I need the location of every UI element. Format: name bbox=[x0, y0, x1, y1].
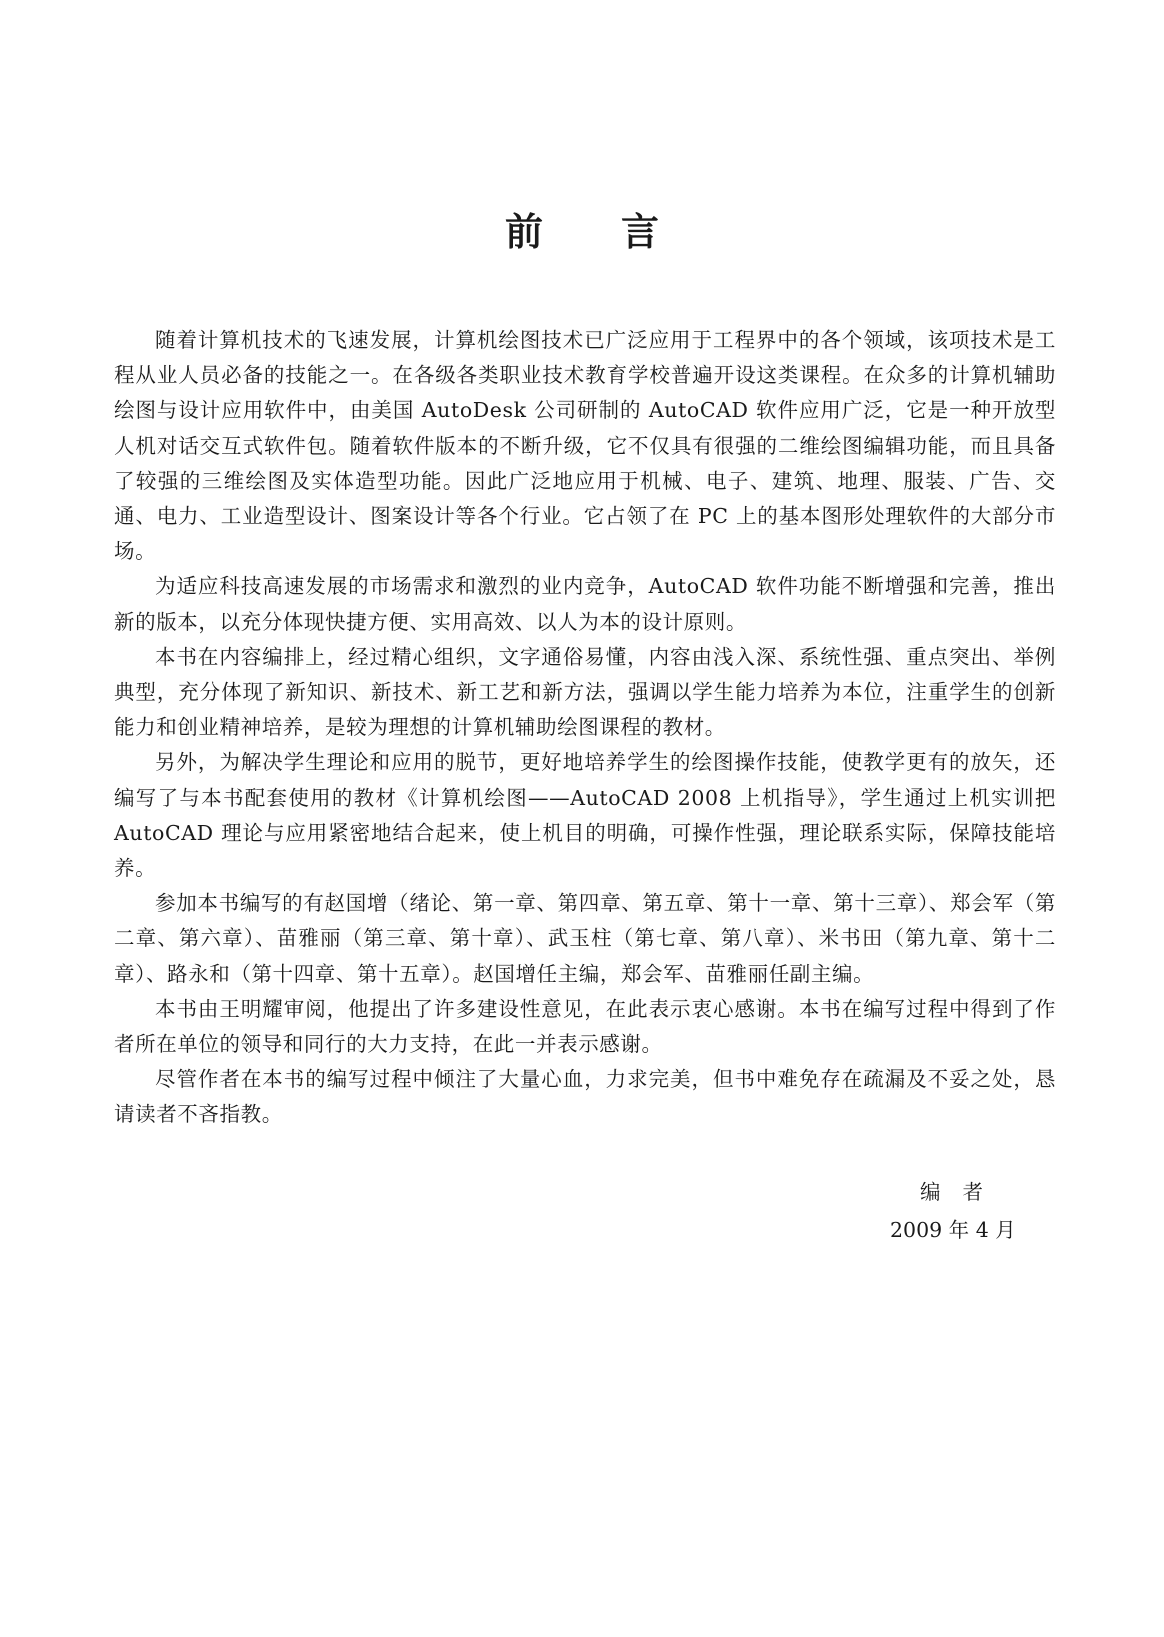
paragraph: 本书在内容编排上，经过精心组织，文字通俗易懂，内容由浅入深、系统性强、重点突出、举例典型，充分体现了新知识、新技术、新工艺和新方法，强调以学生能力培养为本位，注重学生的创新能力和创业精神培养，是较为理想的计算机辅助绘图课程的教材。 bbox=[114, 644, 1056, 740]
paragraph: 另外，为解决学生理论和应用的脱节，更好地培养学生的绘图操作技能，使教学更有的放矢，还编写了与本书配套使用的教材《计算机绘图——AutoCAD 2008 上机指导》，学生通过上机实训把 AutoCAD 理论与应用紧密地结合起来，使上机目的明确，可操作性强，理论联系实际，保障技能培养。 bbox=[114, 750, 1056, 881]
page-title bbox=[0, 208, 1164, 256]
title-char-2: 言 bbox=[621, 210, 660, 254]
preface-body bbox=[114, 323, 1056, 1133]
paragraph: 参加本书编写的有赵国增（绪论、第一章、第四章、第五章、第十一章、第十三章）、郑会军（第二章、第六章）、苗雅丽（第三章、第十章）、武玉柱（第七章、第八章）、米书田（第九章、第十二章）、路永和（第十四章、第十五章）。赵国增任主编，郑会军、苗雅丽任副主编。 bbox=[114, 891, 1056, 986]
signature-date: 2009 年 4 月 bbox=[890, 1218, 1016, 1242]
paragraph: 随着计算机技术的飞速发展，计算机绘图技术已广泛应用于工程界中的各个领域，该项技术是工程从业人员必备的技能之一。在各级各类职业技术教育学校普遍开设这类课程。在众多的计算机辅助绘图与设计应用软件中，由美国 AutoDesk 公司研制的 AutoCAD 软件应用广泛，它是一种开放型人机对话交互式软件包。随着软件版本的不断升级，它不仅具有很强的二维绘图编辑功能，而且具备了较强的三维绘图及实体造型功能。因此广泛地应用于机械、电子、建筑、地理、服装、广告、交通、电力、工业造型设计、图案设计等各个行业。它占领了在 PC 上的基本图形处理软件的大部分市场。 bbox=[114, 328, 1056, 564]
title-char-1: 前 bbox=[504, 210, 543, 254]
paragraph: 为适应科技高速发展的市场需求和激烈的业内竞争，AutoCAD 软件功能不断增强和完善，推出新的版本，以充分体现快捷方便、实用高效、以人为本的设计原则。 bbox=[114, 574, 1056, 634]
paragraph: 尽管作者在本书的编写过程中倾注了大量心血，力求完美，但书中难免存在疏漏及不妥之处，恳请读者不吝指教。 bbox=[114, 1067, 1056, 1127]
author-signature: 编者 bbox=[920, 1180, 1005, 1204]
paragraph: 本书由王明耀审阅，他提出了许多建设性意见，在此表示衷心感谢。本书在编写过程中得到了作者所在单位的领导和同行的大力支持，在此一并表示感谢。 bbox=[114, 996, 1056, 1057]
